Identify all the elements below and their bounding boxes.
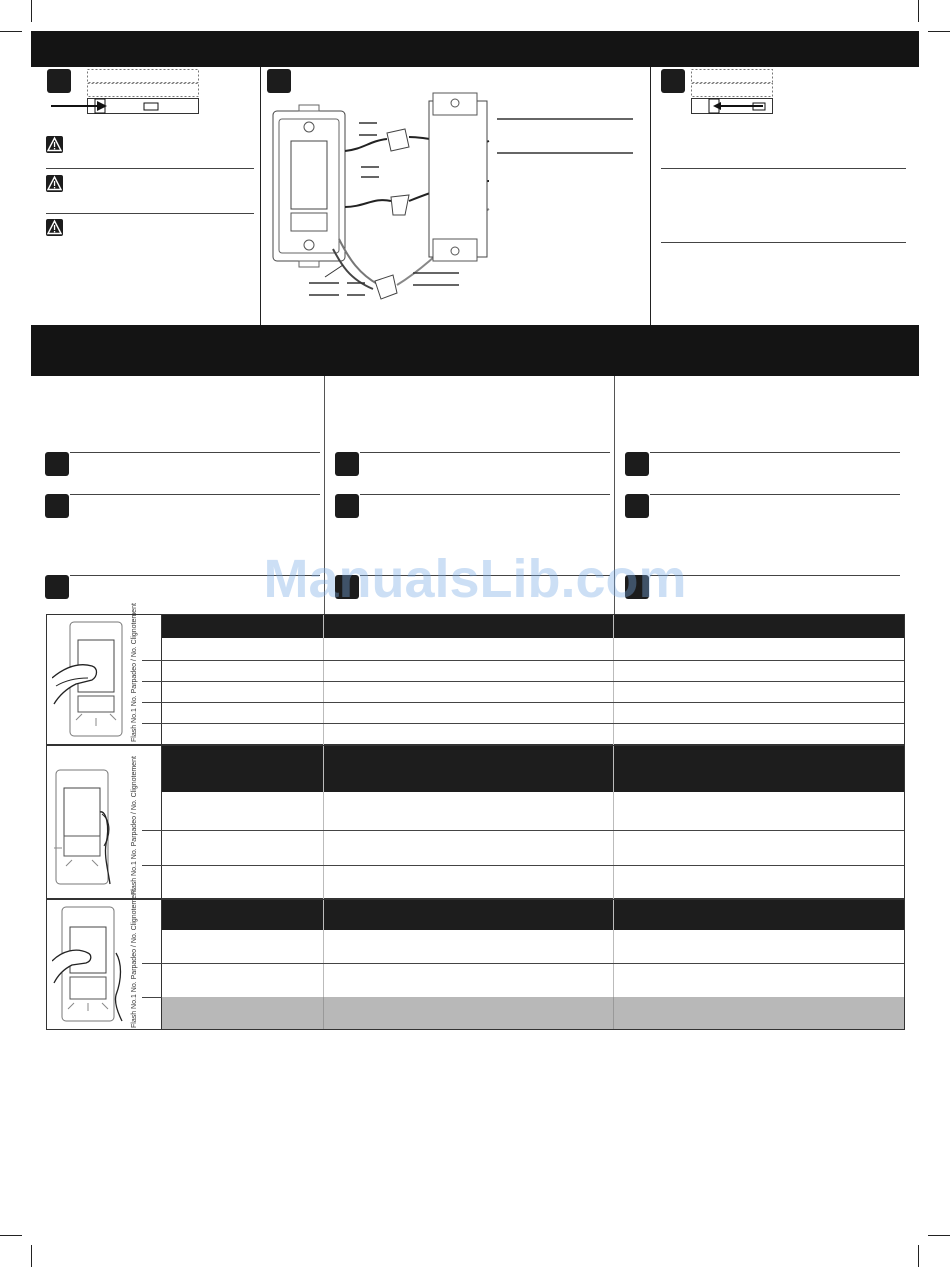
table-header [162, 746, 904, 792]
table-row-tick [142, 660, 162, 661]
table-row-highlighted [162, 997, 904, 1029]
table-row-tick [142, 723, 162, 724]
step-badge-col2-2 [335, 494, 359, 518]
divider [661, 242, 906, 243]
crop-mark [928, 1235, 950, 1236]
table-row-tick [142, 830, 162, 831]
breaker-on-icon [691, 69, 773, 117]
table-col-line [323, 615, 324, 745]
table-row-tick [142, 865, 162, 866]
warning-icon [46, 136, 63, 153]
divider [70, 494, 320, 495]
step-badge-col3-1 [625, 452, 649, 476]
table-row-line [162, 660, 904, 661]
table-row-line [162, 681, 904, 682]
table-row-line [162, 865, 904, 866]
hand-press-icon [52, 766, 142, 890]
step-badge-3 [661, 69, 685, 93]
crop-mark [0, 1235, 22, 1236]
table-header [162, 615, 904, 638]
install-panel-1 [31, 67, 260, 325]
table-header [162, 900, 904, 930]
crop-mark [31, 0, 32, 22]
crop-mark [31, 1245, 32, 1267]
table-row-tick [142, 702, 162, 703]
divider [70, 452, 320, 453]
divider [46, 213, 254, 214]
step-badge-1 [47, 69, 71, 93]
table-row-line [162, 702, 904, 703]
warning-icon [46, 175, 63, 192]
table-side-label: Flash No.1 No. Parpadeo / No. Clignotement [131, 756, 138, 895]
section-header-band-installation [31, 31, 919, 67]
switch-wiring-diagram [269, 89, 649, 321]
hand-press-icon [52, 903, 142, 1027]
hand-press-icon [52, 618, 142, 742]
section-header-band-programming [31, 325, 919, 376]
table-row-line [162, 723, 904, 724]
table-col-line [613, 997, 614, 1029]
table-row-tick [142, 997, 162, 998]
table-col-line [613, 615, 614, 745]
table-row-tick [142, 963, 162, 964]
crop-mark [918, 0, 919, 22]
warning-icon [46, 219, 63, 236]
divider [360, 452, 610, 453]
step-badge-col2-1 [335, 452, 359, 476]
step-badge-col1-2 [45, 494, 69, 518]
step-badge-col1-1 [45, 452, 69, 476]
divider [46, 168, 254, 169]
crop-mark [918, 1245, 919, 1267]
install-panel-2 [261, 67, 650, 325]
step-badge-col3-2 [625, 494, 649, 518]
table-row-line [162, 963, 904, 964]
table-side-label: Flash No.1 No. Parpadeo / No. Clignotement [131, 889, 138, 1028]
divider [661, 168, 906, 169]
divider [650, 494, 900, 495]
divider [650, 452, 900, 453]
table-side-label: Flash No.1 No. Parpadeo / No. Clignotement [131, 603, 138, 742]
table-col-line [613, 746, 614, 899]
install-panel-3 [651, 67, 919, 325]
crop-mark [928, 31, 950, 32]
table-row-tick [142, 681, 162, 682]
arrow-right-icon [51, 101, 107, 111]
watermark: ManualsLib.com [263, 549, 687, 609]
table-col-line [323, 746, 324, 899]
table-col-line [323, 997, 324, 1029]
divider [360, 494, 610, 495]
crop-mark [0, 31, 22, 32]
table-row-line [162, 830, 904, 831]
